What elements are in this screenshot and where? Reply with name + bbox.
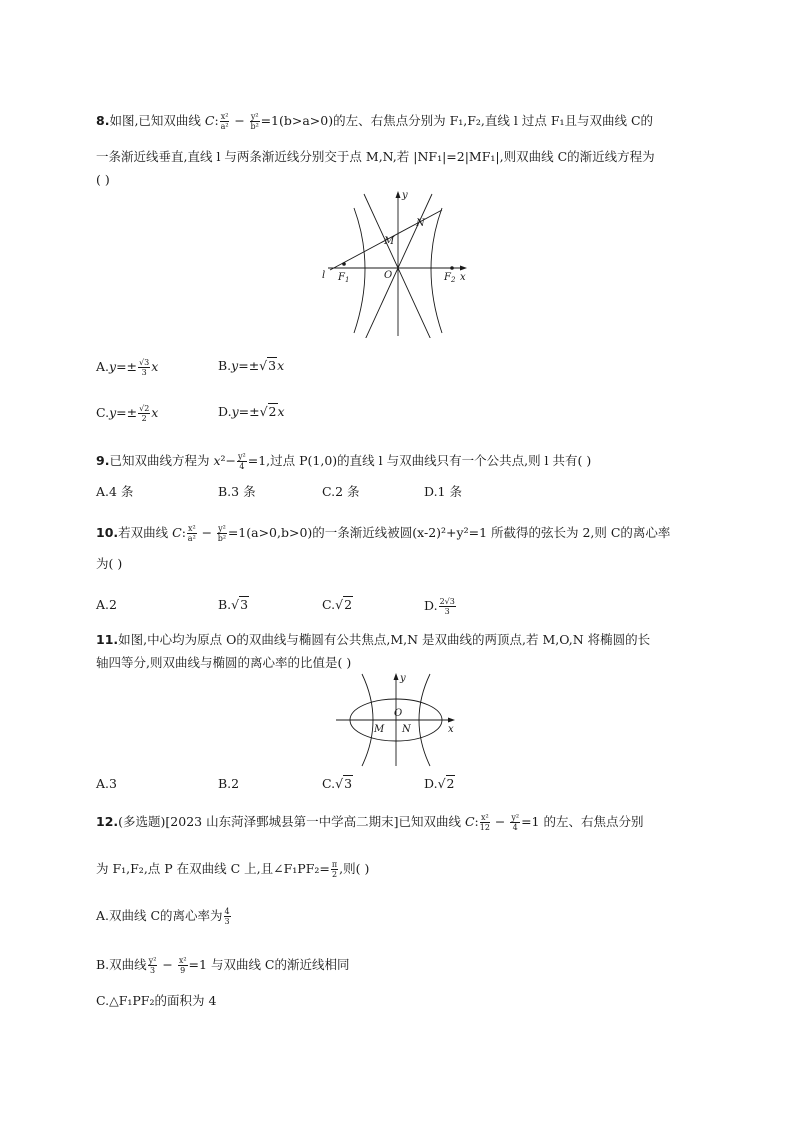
q8-option-d[interactable]: D.y=±√2x: [218, 404, 285, 419]
q8-frac-y: $\frac{\text{y²}}{\text{b²}}$: [250, 112, 259, 131]
q10-line-1: 10.若双曲线 C: $\frac{\text{x²}}{\text{a²}}$ − $\frac{\text{y²}}{\text{b²}}$ =1(a>0,b>0)的一条渐近线被圆(x-2)²+y²=1 所截得的弦长为 2,则 C的离心率: [96, 524, 671, 543]
q12-option-a[interactable]: A.双曲线 C的离心率为 $\frac{4}{3}$: [96, 907, 230, 926]
q8-left-branch: [354, 208, 365, 333]
q12-line-1: 12.(多选题)[2023 山东菏泽鄄城县第一中学高二期末]已知双曲线 C: $\frac{\text{x²}}{12}$ − $\frac{\text{y²}}{4}$ =1 的左、右焦点分别: [96, 813, 644, 832]
q8-line-3: ( ): [96, 172, 110, 187]
q8-option-b[interactable]: B.y=±√3x: [218, 358, 285, 373]
q9-line-1: 9.已知双曲线方程为 x²− $\frac{\text{y²}}{4}$ =1,过点 P(1,0)的直线 l 与双曲线只有一个公共点,则 l 共有( ): [96, 452, 592, 471]
q11-option-d[interactable]: D.√2: [424, 776, 455, 791]
q12-option-b[interactable]: B.双曲线 $\frac{\text{y²}}{3}$ − $\frac{\text{x²}}{9}$ =1 与双曲线 C的渐近线相同: [96, 956, 350, 975]
q8-line-2: 一条渐近线垂直,直线 l 与两条渐近线分别交于点 M,N,若 |NF₁|=2|MF₁|,则双曲线 C的渐近线方程为: [96, 149, 655, 164]
q8-number: 8.: [96, 113, 110, 128]
q9-option-c[interactable]: C.2 条: [322, 484, 360, 499]
q11-line-2: 轴四等分,则双曲线与椭圆的离心率的比值是( ): [96, 655, 352, 670]
q9-option-a[interactable]: A.4 条: [96, 484, 134, 499]
q11-option-a[interactable]: A.3: [96, 776, 117, 791]
q8-figure: [318, 188, 478, 338]
q8-label-F1: $F_1$: [338, 272, 350, 284]
q11-label-M: M: [374, 724, 385, 735]
q10-option-d[interactable]: D. $\frac{2√3}{3}$: [424, 597, 455, 616]
q8-label-O: O: [384, 270, 393, 281]
q10-option-b[interactable]: B.√3: [218, 597, 249, 612]
q12-line-2: 为 F₁,F₂,点 P 在双曲线 C 上,且∠F₁PF₂= $\frac{\pi}{2}$ ,则( ): [96, 860, 370, 879]
q11-line-1: 11.如图,中心均为原点 O的双曲线与椭圆有公共焦点,M,N 是双曲线的两顶点,若 M,O,N 将椭圆的长: [96, 632, 651, 647]
q8-label-l: l: [322, 270, 326, 281]
q8-label-x: x: [460, 272, 466, 283]
q8-label-N: N: [416, 218, 425, 229]
q8-option-a[interactable]: A.y=± $\frac{√3}{3}$ x: [96, 358, 159, 377]
q12-option-c[interactable]: C.△F₁PF₂的面积为 4: [96, 993, 217, 1008]
q11-option-b[interactable]: B.2: [218, 776, 240, 791]
q8-label-M: M: [384, 236, 395, 247]
q12-number: 12.: [96, 814, 119, 829]
q10-number: 10.: [96, 525, 119, 540]
q9-option-d[interactable]: D.1 条: [424, 484, 462, 499]
q8-right-branch: [431, 208, 442, 333]
q10-option-c[interactable]: C.√2: [322, 597, 353, 612]
q11-label-y: y: [400, 673, 406, 684]
q11-label-O: O: [394, 708, 403, 719]
q8-line-1: 8.如图,已知双曲线 C: $\frac{\text{x²}}{\text{a²}}$ − $\frac{\text{y²}}{\text{b²}}$ =1(b>a>0)的左、右焦点分别为 F₁,F₂,直线 l 过点 F₁且与双曲线 C的: [96, 112, 654, 131]
q8-text-1a: 如图,已知双曲线: [109, 113, 205, 128]
q11-label-x: x: [448, 724, 454, 735]
q8-frac-x: $\frac{\text{x²}}{\text{a²}}$: [220, 112, 229, 131]
q9-number: 9.: [96, 453, 110, 468]
q10-line-2: 为( ): [96, 556, 123, 571]
q9-option-b[interactable]: B.3 条: [218, 484, 256, 499]
q11-option-c[interactable]: C.√3: [322, 776, 353, 791]
q8-text-1b: =1(b>a>0)的左、右焦点分别为 F₁,F₂,直线 l 过点 F₁且与双曲线 C的: [260, 113, 654, 128]
q8-option-c[interactable]: C.y=± $\frac{√2}{2}$ x: [96, 404, 159, 423]
q10-option-a[interactable]: A.2: [96, 597, 117, 612]
q11-label-N: N: [402, 724, 411, 735]
q11-number: 11.: [96, 632, 119, 647]
q8-label-y: y: [402, 190, 408, 201]
q11-figure: [332, 670, 462, 770]
q8-label-F2: $F_2$: [444, 272, 456, 284]
